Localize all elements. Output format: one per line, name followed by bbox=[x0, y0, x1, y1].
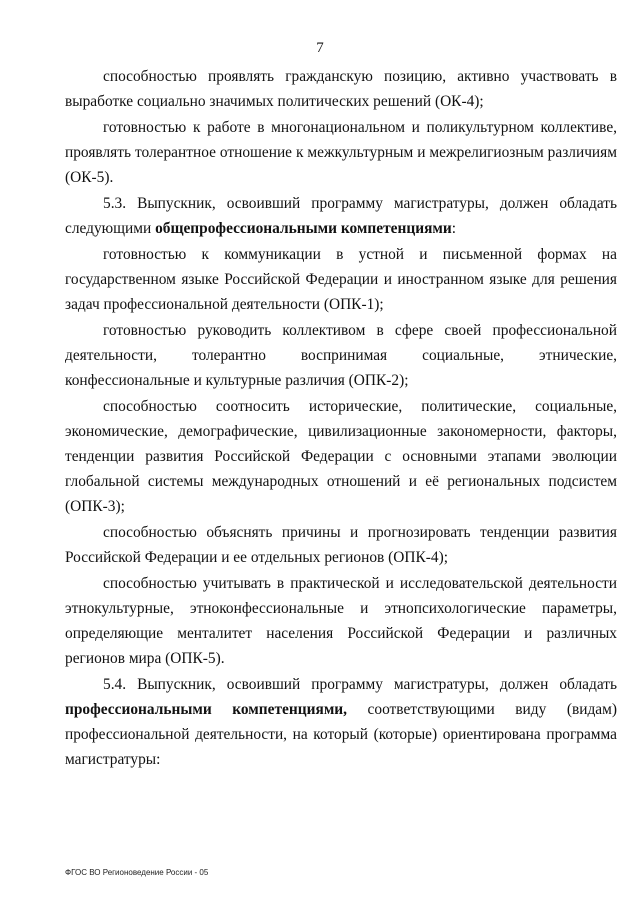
paragraph-section-5-4 bbox=[65, 672, 617, 772]
paragraph-opk-1: готовностью к коммуникации в устной и письменной формах на государственном языке Российской Федерации и иностранном языке для решения задач профессиональной деятельности (ОПК-1); bbox=[65, 246, 617, 313]
paragraph-ok-4: способностью проявлять гражданскую позицию, активно участвовать в выработке социально значимых политических решений (ОК-4); bbox=[65, 68, 617, 110]
page-number: 7 bbox=[316, 40, 324, 56]
paragraph-ok-5: готовностью к работе в многонациональном и поликультурном коллективе, проявлять толерантное отношение к межкультурным и межрелигиозным различиям (ОК-5). bbox=[65, 119, 617, 186]
paragraph-opk-4: способностью объяснять причины и прогнозировать тенденции развития Российской Федерации и ее отдельных регионов (ОПК-4); bbox=[65, 524, 617, 566]
section-5-4-text: 5.4. Выпускник, освоивший программу магистратуры, должен обладать bbox=[103, 676, 617, 693]
section-5-4-bold-term: профессиональными компетенциями, bbox=[65, 701, 348, 718]
paragraph-opk-5: способностью учитывать в практической и исследовательской деятельности этнокультурные, этноконфессиональные и этнопсихологические параметры, определяющие менталитет населения Российской Федерации и различных регионов мира (ОПК-5). bbox=[65, 575, 617, 667]
section-5-3-bold-term: общепрофессиональными компетенциями bbox=[155, 220, 452, 237]
section-5-4-rest: соответствующими виду (видам) профессиональной деятельности, на который (которые) ориентирована программа магистратуры: bbox=[65, 701, 617, 768]
section-5-3-text: 5.3. Выпускник, освоивший программу магистратуры, должен обладать следующими bbox=[65, 195, 617, 237]
paragraph-section-5-3 bbox=[65, 191, 617, 241]
paragraph-opk-2: готовностью руководить коллективом в сфере своей профессиональной деятельности, толерантно воспринимая социальные, этнические, конфессиональные и культурные различия (ОПК-2); bbox=[65, 322, 617, 389]
section-5-3-colon: : bbox=[451, 220, 457, 237]
paragraph-opk-3: способностью соотносить исторические, политические, социальные, экономические, демографические, цивилизационные закономерности, факторы, тенденции развития Российской Федерации с основными этапами эволюции глобальной системы международных отношений и её региональных подсистем (ОПК-3); bbox=[65, 398, 617, 515]
body-text bbox=[65, 64, 617, 773]
footer-label: ФГОС ВО Регионоведение России - 05 bbox=[65, 868, 209, 877]
